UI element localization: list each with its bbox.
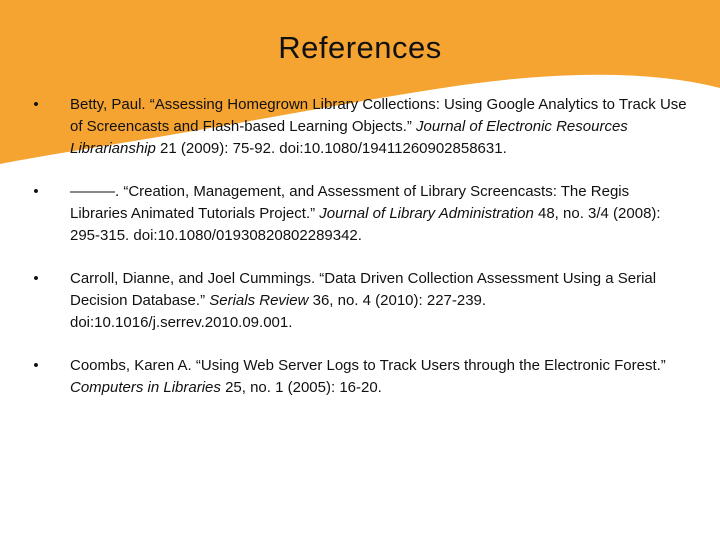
- reference-citation: 21 (2009): 75-92. doi:10.1080/19411260902858631.: [155, 140, 507, 157]
- reference-lead: Coombs, Karen A. “Using Web Server Logs to Track Users through the Electronic Forest.”: [70, 357, 666, 374]
- bullet: •: [33, 357, 39, 374]
- bullet: •: [33, 270, 39, 287]
- reference-item: [30, 268, 690, 334]
- reference-text: [70, 183, 661, 244]
- reference-text: [70, 96, 687, 157]
- journal-title: Serials Review: [209, 292, 309, 309]
- journal-title: Journal of Electronic Resources Librarianship: [70, 118, 628, 157]
- reference-lead: Carroll, Dianne, and Joel Cummings. “Data Driven Collection Assessment Using a Serial Decision Database.”: [70, 270, 657, 309]
- reference-citation: 25, no. 1 (2005): 16-20.: [220, 379, 382, 396]
- reference-item: [30, 94, 690, 160]
- reference-item: [30, 355, 690, 399]
- slide-title: References: [278, 30, 442, 65]
- journal-title: Computers in Libraries: [70, 379, 221, 396]
- reference-lead: ———. “Creation, Management, and Assessment of Library Screencasts: The Regis Libraries Animated Tutorials Project.”: [70, 183, 630, 222]
- reference-text: [70, 270, 656, 331]
- reference-list: [30, 94, 690, 420]
- reference-lead: Betty, Paul. “Assessing Homegrown Library Collections: Using Google Analytics to Track Use of Screencasts and Flash-based Learning Objects.”: [70, 96, 687, 135]
- reference-citation: 36, no. 4 (2010): 227-239. doi:10.1016/j.serrev.2010.09.001.: [70, 292, 487, 331]
- journal-title: Journal of Library Administration: [319, 205, 534, 222]
- bullet: •: [33, 96, 39, 113]
- reference-item: [30, 181, 690, 247]
- reference-citation: 48, no. 3/4 (2008): 295-315. doi:10.1080/01930820802289342.: [70, 205, 661, 244]
- bullet: •: [33, 183, 39, 200]
- reference-text: [70, 357, 666, 396]
